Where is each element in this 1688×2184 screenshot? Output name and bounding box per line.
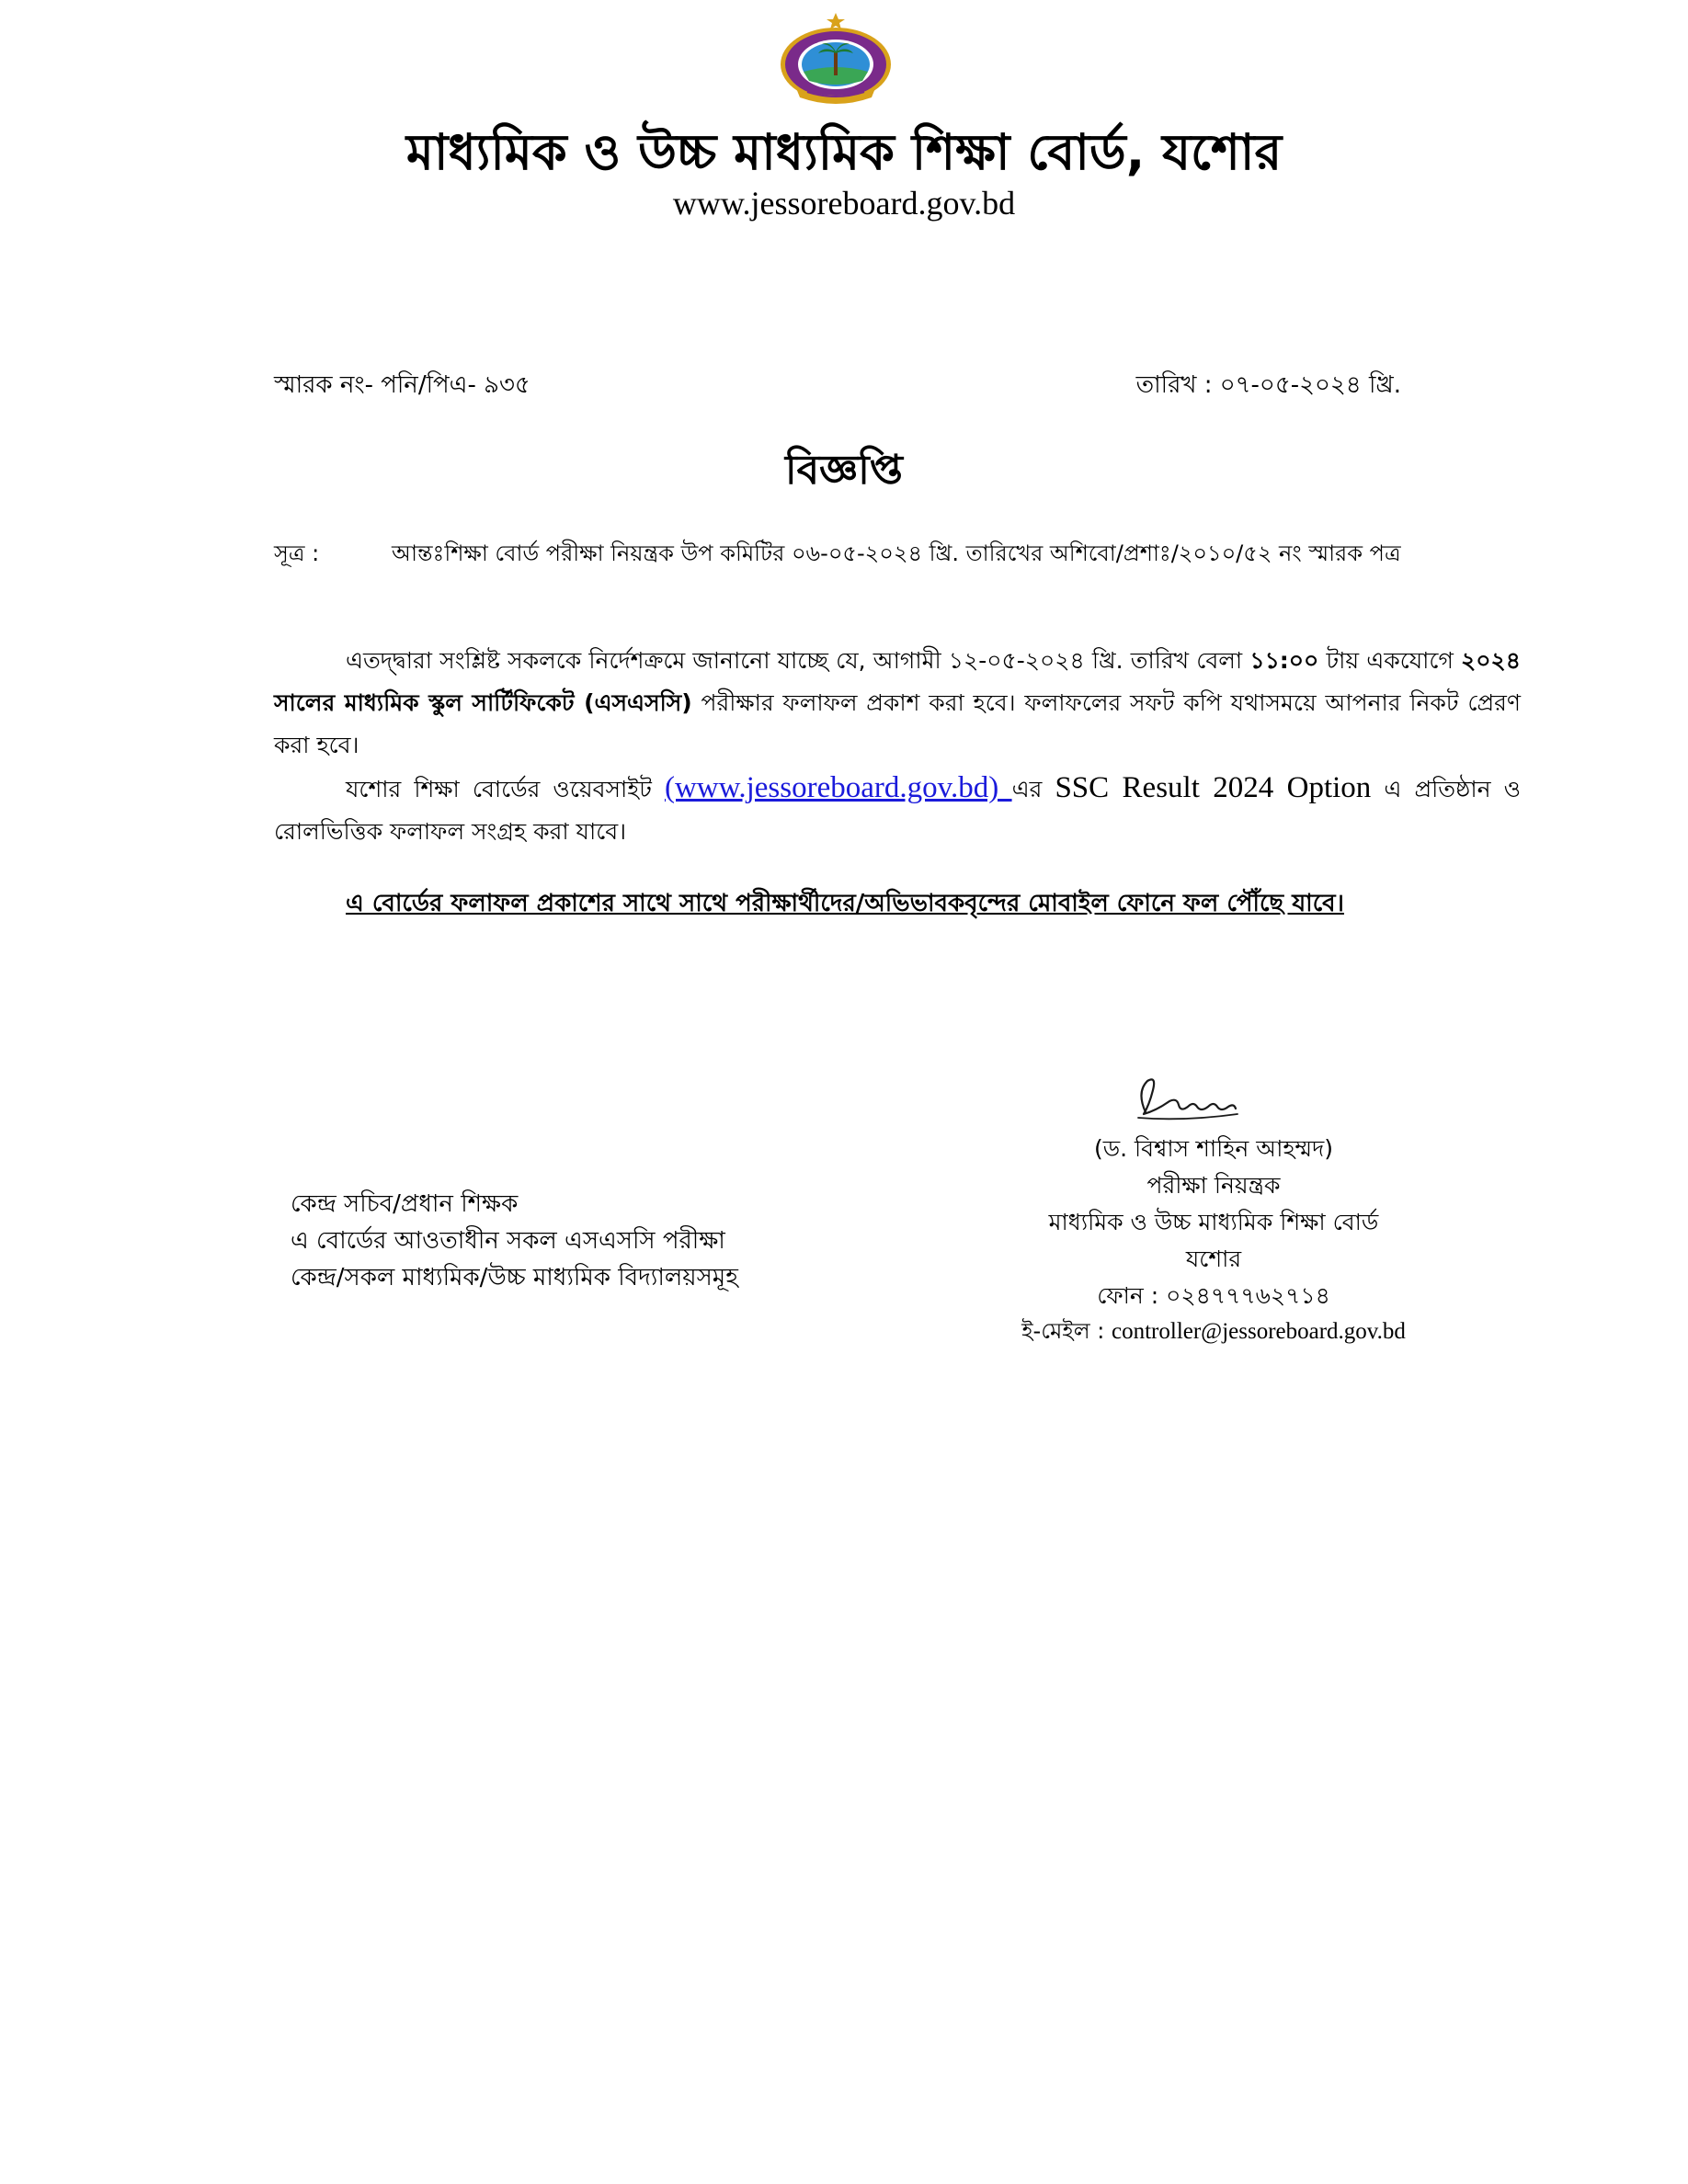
para2-result-option: SSC Result 2024 Option — [1055, 771, 1372, 804]
memo-reference: স্মারক নং- পনি/পিএ- ৯৩৫ — [274, 371, 530, 399]
para2-text-b: এর — [1011, 776, 1055, 802]
signatory-email[interactable]: controller@jessoreboard.gov.bd — [1112, 1319, 1406, 1344]
signature-mark-icon — [1129, 1074, 1249, 1125]
board-name: মাধ্যমিক ও উচ্চ মাধ্যমিক শিক্ষা বোর্ড, যশোর — [405, 123, 1283, 181]
signatory-name: (ড. বিশ্বাস শাহিন আহম্মদ) — [1093, 1135, 1334, 1162]
memo-date: তারিখ : ০৭-০৫-২০২৪ খ্রি. — [1135, 371, 1401, 399]
para1-text-c: পরীক্ষার ফলাফল প্রকাশ করা হবে। ফলাফলের সফট কপি যথাসময়ে আপনার নিকট প্রেরণ করা হবে। — [274, 689, 1521, 758]
paragraph-website-info — [274, 767, 1521, 853]
website-link[interactable]: (www.jessoreboard.gov.bd) — [664, 771, 1012, 804]
recipient-line-2: এ বোর্ডের আওতাধীন সকল এসএসসি পরীক্ষা — [291, 1227, 725, 1255]
para2-text-a: যশোর শিক্ষা বোর্ডের ওয়েবসাইট — [346, 776, 665, 802]
signatory-office: মাধ্যমিক ও উচ্চ মাধ্যমিক শিক্ষা বোর্ড — [1048, 1209, 1379, 1235]
para2-text-c: এ প্রতিষ্ঠান ও রোলভিত্তিক ফলাফল সংগ্রহ করা যাবে। — [274, 776, 1521, 845]
paragraph-announcement — [274, 640, 1521, 767]
signature — [1129, 1074, 1249, 1125]
para1-exam-name: ২০২৪ সালের মাধ্যমিক স্কুল সার্টিফিকেট (এসএসসি) — [274, 647, 1522, 716]
recipient-line-3: কেন্দ্র/সকল মাধ্যমিক/উচ্চ মাধ্যমিক বিদ্যালয়সমূহ — [291, 1264, 738, 1291]
para1-text-a: এতদ্দ্বারা সংশ্লিষ্ট সকলকে নির্দেশক্রমে জানানো যাচ্ছে যে, আগামী ১২-০৫-২০২৪ খ্রি. তারিখ বেলা — [346, 647, 1250, 674]
board-website[interactable]: www.jessoreboard.gov.bd — [672, 185, 1016, 222]
notice-heading: বিজ্ঞপ্তি — [785, 447, 903, 494]
board-emblem-icon — [770, 11, 901, 108]
signatory-phone: ফোন : ০২৪৭৭৭৬২৭১৪ — [1097, 1282, 1330, 1309]
para1-time: ১১:০০ — [1249, 647, 1319, 674]
para1-text-b: টায় একযোগে — [1318, 647, 1462, 674]
signatory-city: যশোর — [1185, 1246, 1242, 1272]
recipient-line-1: কেন্দ্র সচিব/প্রধান শিক্ষক — [291, 1190, 519, 1218]
paragraph-mobile-notice: এ বোর্ডের ফলাফল প্রকাশের সাথে সাথে পরীক্ষার্থীদের/অভিভাবকবৃন্দের মোবাইল ফোনে ফল পৌঁছে যাবে। — [346, 890, 1344, 917]
source-text: আন্তঃশিক্ষা বোর্ড পরীক্ষা নিয়ন্ত্রক উপ কমিটির ০৬-০৫-২০২৪ খ্রি. তারিখের অশিবো/প্রশাঃ/২০১০/৫২ নং স্মারক পত্র — [392, 540, 1401, 566]
source-label: সূত্র : — [274, 540, 320, 566]
email-label: ই-মেইল : — [1021, 1318, 1112, 1344]
signatory-block — [975, 1131, 1453, 1314]
board-logo — [770, 11, 901, 108]
signatory-designation: পরীক্ষা নিয়ন্ত্রক — [1146, 1172, 1281, 1199]
signatory-email-line — [975, 1314, 1453, 1351]
recipients-block — [291, 1186, 738, 1296]
